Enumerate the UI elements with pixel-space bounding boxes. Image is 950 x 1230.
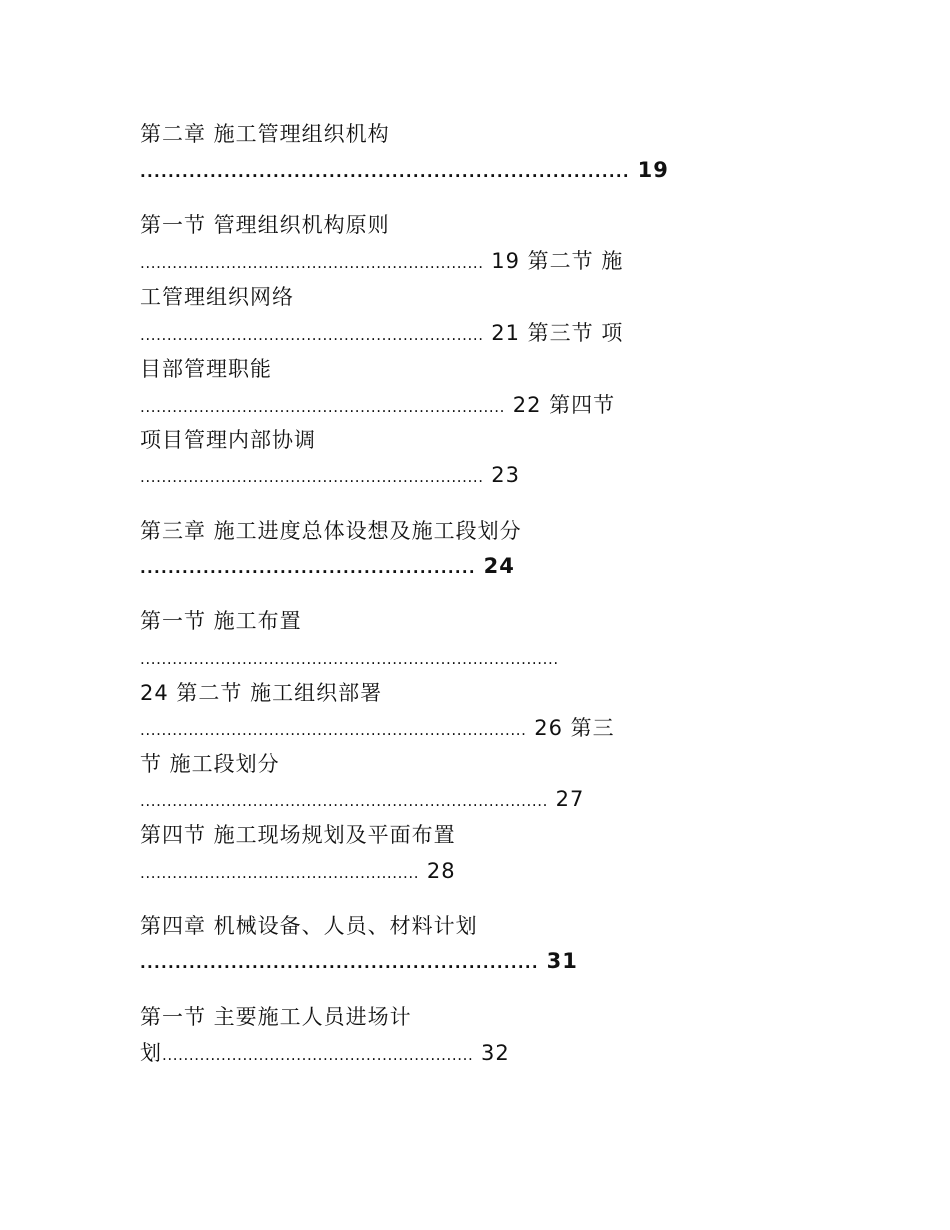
toc-ch3-s1-title[interactable] bbox=[140, 606, 302, 636]
toc-ch2-s2-page: 21 bbox=[491, 321, 520, 345]
toc-ch2-s1-title-text: 第一节 管理组织机构原则 bbox=[140, 213, 390, 237]
toc-ch2-s4-tail: 项目管理内部协调 bbox=[140, 428, 316, 452]
toc-ch2-s4-leader: ................................................................ bbox=[140, 468, 484, 486]
toc-ch2-s1-title[interactable] bbox=[140, 210, 390, 240]
toc-ch2-leader-line[interactable] bbox=[140, 155, 669, 187]
toc-ch3-page: 24 bbox=[483, 554, 515, 578]
toc-ch2-s3-tail: 目部管理职能 bbox=[140, 357, 272, 381]
toc-ch4-leader-line[interactable] bbox=[140, 946, 578, 978]
toc-ch2-title[interactable] bbox=[140, 119, 390, 149]
toc-ch2-s2-leader: ................................................................ bbox=[140, 326, 484, 344]
toc-ch3-s2-page: 26 bbox=[534, 716, 563, 740]
toc-ch3-s2-leader-line[interactable] bbox=[140, 713, 615, 745]
toc-ch3-s4-leader: .................................................... bbox=[140, 864, 420, 882]
toc-ch3-s4-page: 28 bbox=[426, 859, 456, 883]
toc-ch3-leader: ................................................ bbox=[140, 559, 476, 577]
toc-ch2-s1-page: 19 bbox=[491, 249, 520, 273]
toc-ch2-s4-head: 第四节 bbox=[549, 393, 616, 417]
toc-ch3-s3-page: 27 bbox=[555, 787, 585, 811]
toc-ch3-s2-leader: ........................................................................ bbox=[140, 721, 527, 739]
toc-ch4-title[interactable] bbox=[140, 911, 478, 941]
toc-ch3-s3-leader-line[interactable] bbox=[140, 784, 584, 816]
toc-ch3-title[interactable] bbox=[140, 516, 522, 546]
toc-ch2-s3-leader: .................................................................... bbox=[140, 398, 506, 416]
toc-ch3-s4-leader-line[interactable] bbox=[140, 856, 456, 888]
toc-ch3-s4-title[interactable] bbox=[140, 820, 456, 850]
toc-ch2-s2-title[interactable] bbox=[140, 282, 294, 312]
toc-ch2-page: 19 bbox=[637, 158, 669, 182]
toc-ch3-s2-title[interactable] bbox=[140, 678, 382, 708]
toc-ch4-s1-leader-line[interactable] bbox=[140, 1038, 510, 1070]
toc-ch4-s1-page: 32 bbox=[481, 1041, 510, 1065]
toc-ch3-s4-title-text: 第四节 施工现场规划及平面布置 bbox=[140, 823, 456, 847]
toc-ch3-s1-page: 24 bbox=[140, 681, 169, 705]
toc-ch2-s1-leader: ................................................................ bbox=[140, 254, 484, 272]
toc-ch2-s1-leader-line[interactable] bbox=[140, 246, 623, 278]
toc-ch4-s1-title-text: 第一节 主要施工人员进场计 bbox=[140, 1005, 412, 1029]
toc-ch3-s2-head: 第二节 施工组织部署 bbox=[176, 681, 383, 705]
toc-ch2-s3-page: 22 bbox=[512, 393, 542, 417]
toc-ch2-leader: ...................................................................... bbox=[140, 163, 630, 181]
toc-ch3-s3-leader: ............................................................................ bbox=[140, 792, 548, 810]
toc-ch2-s2-head: 第二节 施 bbox=[527, 249, 624, 273]
toc-ch2-s4-leader-line[interactable] bbox=[140, 460, 520, 492]
toc-ch3-s1-leader: .............................................................................. bbox=[140, 650, 559, 668]
toc-ch3-title-text: 第三章 施工进度总体设想及施工段划分 bbox=[140, 519, 522, 543]
toc-ch3-s1-title-text: 第一节 施工布置 bbox=[140, 609, 302, 633]
toc-ch2-s3-leader-line[interactable] bbox=[140, 390, 615, 422]
toc-ch4-s1-title[interactable] bbox=[140, 1002, 412, 1032]
toc-ch2-s3-title[interactable] bbox=[140, 354, 272, 384]
toc-ch4-s1-tail: 划 bbox=[140, 1041, 162, 1065]
toc-ch2-title-text: 第二章 施工管理组织机构 bbox=[140, 122, 390, 146]
toc-ch3-leader-line[interactable] bbox=[140, 551, 515, 583]
toc-ch3-s3-title[interactable] bbox=[140, 749, 280, 779]
toc-ch2-s4-page: 23 bbox=[491, 463, 520, 487]
toc-ch4-page: 31 bbox=[546, 949, 578, 973]
toc-ch3-s3-tail: 节 施工段划分 bbox=[140, 752, 280, 776]
toc-ch4-title-text: 第四章 机械设备、人员、材料计划 bbox=[140, 914, 478, 938]
toc-ch3-s3-head: 第三 bbox=[570, 716, 615, 740]
toc-ch4-leader: ......................................................... bbox=[140, 954, 539, 972]
toc-ch2-s2-tail: 工管理组织网络 bbox=[140, 285, 294, 309]
toc-ch2-s4-title[interactable] bbox=[140, 425, 316, 455]
toc-ch2-s2-leader-line[interactable] bbox=[140, 318, 623, 350]
toc-ch2-s3-head: 第三节 项 bbox=[527, 321, 624, 345]
toc-ch3-s1-leader-line[interactable] bbox=[140, 642, 559, 674]
toc-ch4-s1-leader: .......................................................... bbox=[162, 1046, 474, 1064]
